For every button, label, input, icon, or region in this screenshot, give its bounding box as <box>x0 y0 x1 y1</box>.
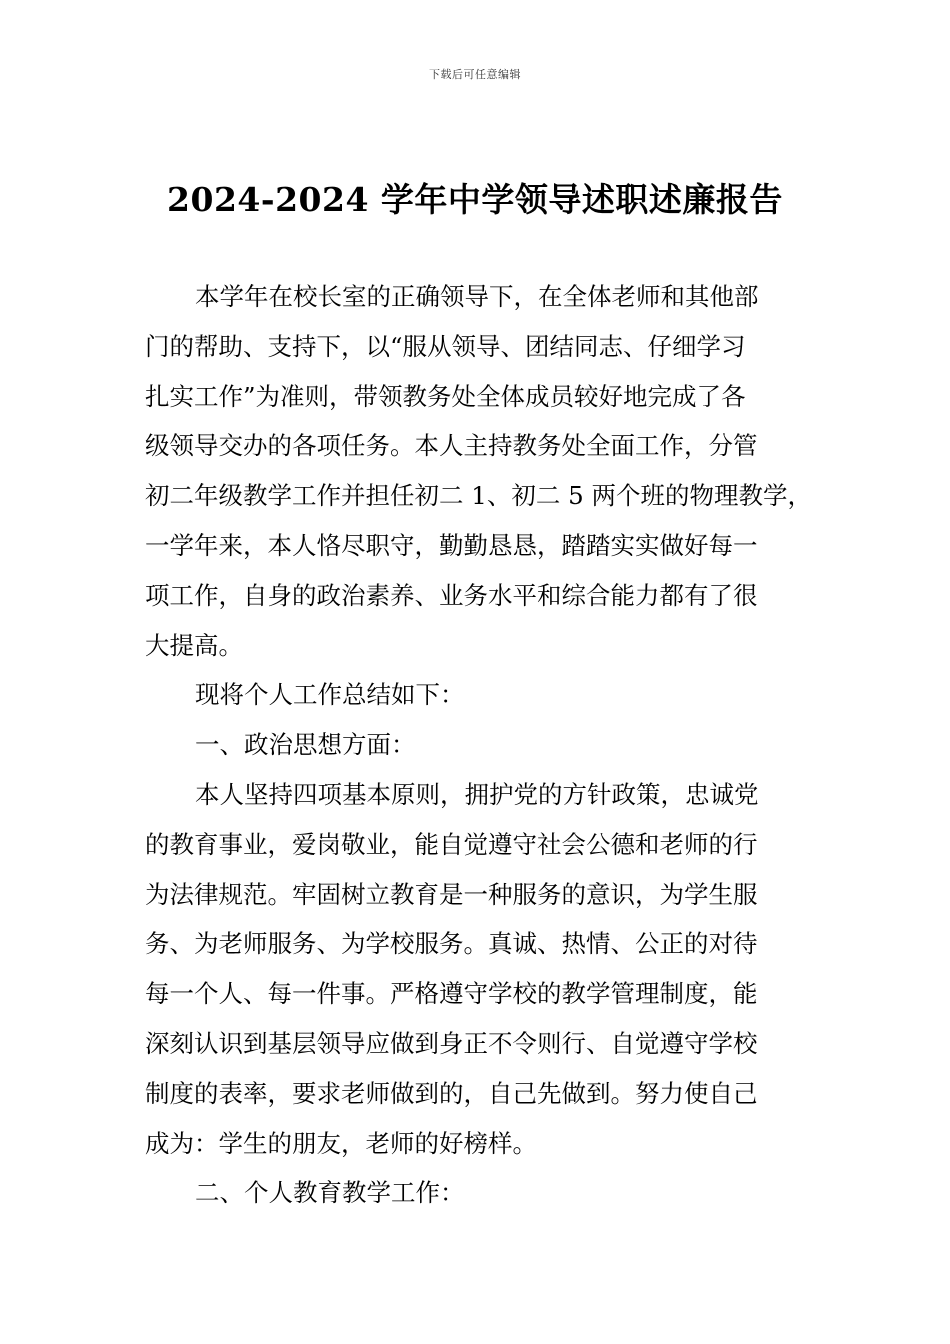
document-body <box>145 272 835 1218</box>
paragraph-line: 务、为老师服务、为学校服务。真诚、热情、公正的对待 <box>145 929 758 959</box>
paragraph-line: 本人坚持四项基本原则，拥护党的方针政策，忠诚党 <box>195 779 759 809</box>
section-heading: 一、政治思想方面： <box>195 730 416 760</box>
section-heading: 二、个人教育教学工作： <box>195 1178 465 1208</box>
paragraph-line: 制度的表率，要求老师做到的，自己先做到。努力使自己 <box>145 1078 758 1108</box>
paragraph-line: 每一个人、每一件事。严格遵守学校的教学管理制度，能 <box>145 979 758 1009</box>
paragraph-line: 大提高。 <box>145 630 243 660</box>
paragraph-line: 的教育事业，爱岗敬业，能自觉遵守社会公德和老师的行 <box>145 829 758 859</box>
paragraph-line: 门的帮助、支持下，以“服从领导、团结同志、仔细学习 <box>145 331 746 361</box>
header-note: 下载后可任意编辑 <box>429 68 521 81</box>
paragraph-line: 为法律规范。牢固树立教育是一种服务的意识，为学生服 <box>145 879 758 909</box>
document-title: 2024-2024 学年中学领导述职述廉报告 <box>167 180 783 219</box>
paragraph-line: 级领导交办的各项任务。本人主持教务处全面工作，分管 <box>145 431 758 461</box>
paragraph-line: 成为：学生的朋友，老师的好榜样。 <box>145 1128 537 1158</box>
paragraph-line: 一学年来，本人恪尽职守，勤勤恳恳，踏踏实实做好每一 <box>145 530 758 560</box>
paragraph-line: 扎实工作”为准则，带领教务处全体成员较好地完成了各 <box>145 381 746 411</box>
paragraph-line: 深刻认识到基层领导应做到身正不令则行、自觉遵守学校 <box>145 1028 758 1058</box>
paragraph-line: 本学年在校长室的正确领导下，在全体老师和其他部 <box>195 282 759 311</box>
paragraph-line: 项工作，自身的政治素养、业务水平和综合能力都有了很 <box>145 580 758 610</box>
paragraph-line: 现将个人工作总结如下： <box>195 680 465 710</box>
paragraph-line: 初二年级教学工作并担任初二 1、初二 5 两个班的物理教学， <box>145 481 813 511</box>
